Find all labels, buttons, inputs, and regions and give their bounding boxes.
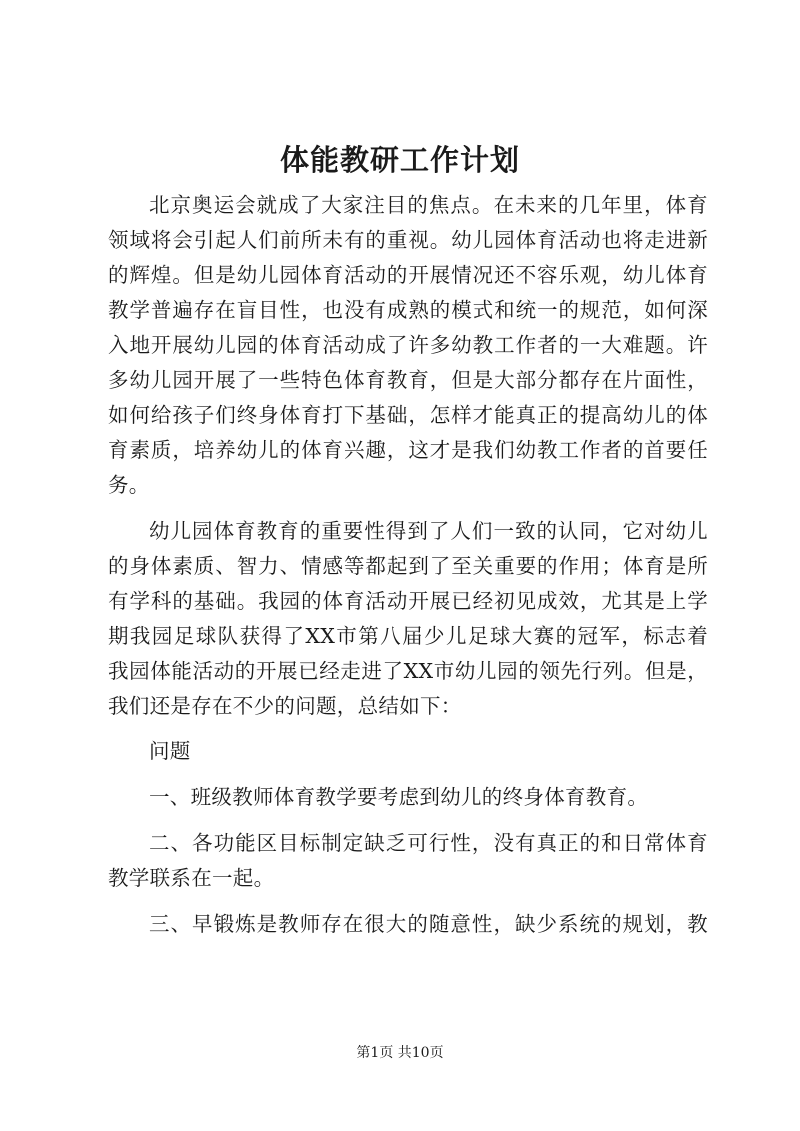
- body-line: 教学联系在一起。: [108, 866, 275, 890]
- body-line: 教学普遍存在盲目性，也没有成熟的模式和统一的规范，如何深: [108, 298, 708, 322]
- body-line: 北京奥运会就成了大家注目的焦点。在未来的几年里，体育: [149, 193, 708, 217]
- body-line: 我们还是存在不少的问题，总结如下：: [108, 694, 462, 718]
- body-line: 期我园足球队获得了XX市第八届少儿足球大赛的冠军，标志着: [108, 624, 708, 648]
- body-line: 一、班级教师体育教学要考虑到幼儿的终身体育教育。: [149, 785, 649, 809]
- body-line: 三、早锻炼是教师存在很大的随意性，缺少系统的规划，教: [149, 912, 708, 936]
- body-line: 幼儿园体育教育的重要性得到了人们一致的认同，它对幼儿: [149, 519, 708, 543]
- body-line: 如何给孩子们终身体育打下基础，怎样才能真正的提高幼儿的体: [108, 403, 708, 427]
- section-heading: 问题: [149, 739, 191, 763]
- page-number: 第1页 共10页: [356, 1045, 444, 1061]
- body-line: 有学科的基础。我园的体育活动开展已经初见成效，尤其是上学: [108, 589, 708, 613]
- body-line: 我园体能活动的开展已经走进了XX市幼儿园的领先行列。但是，: [108, 659, 708, 683]
- body-line: 育素质，培养幼儿的体育兴趣，这才是我们幼教工作者的首要任: [108, 438, 708, 462]
- body-line: 领域将会引起人们前所未有的重视。幼儿园体育活动也将走进新: [108, 228, 708, 252]
- body-line: 务。: [108, 473, 150, 497]
- body-line: 入地开展幼儿园的体育活动成了许多幼教工作者的一大难题。许: [108, 333, 708, 357]
- body-line: 的辉煌。但是幼儿园体育活动的开展情况还不容乐观，幼儿体育: [108, 263, 708, 287]
- body-line: 二、各功能区目标制定缺乏可行性，没有真正的和日常体育: [149, 831, 708, 855]
- document-title: 体能教研工作计划: [279, 143, 520, 177]
- body-line: 的身体素质、智力、情感等都起到了至关重要的作用；体育是所: [108, 554, 708, 578]
- body-line: 多幼儿园开展了一些特色体育教育，但是大部分都存在片面性，: [108, 368, 708, 392]
